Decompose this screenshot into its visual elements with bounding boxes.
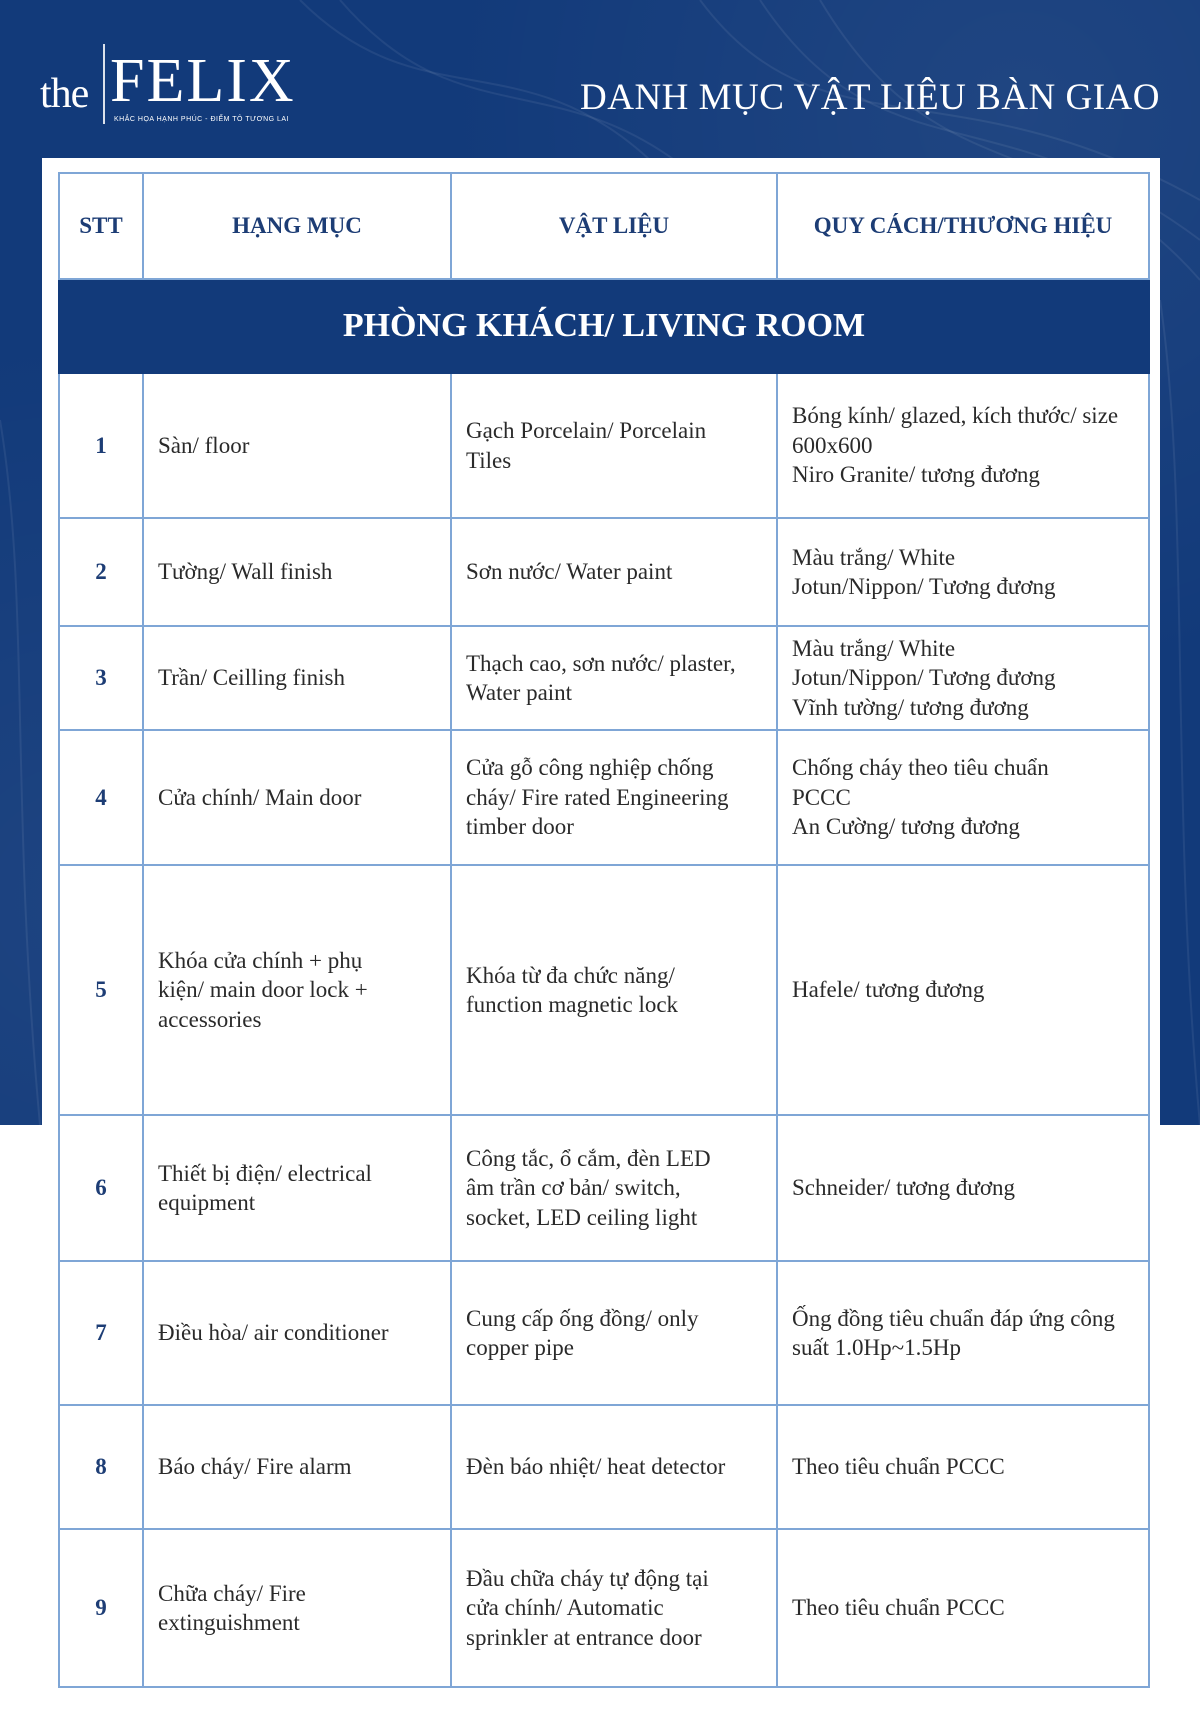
header-stt: STT: [59, 173, 143, 279]
row-material: Cửa gỗ công nghiệp chống cháy/ Fire rated Engineering timber door: [451, 730, 777, 865]
row-item: Trần/ Ceilling finish: [143, 626, 451, 730]
row-stt: 9: [59, 1529, 143, 1687]
row-material: Thạch cao, sơn nước/ plaster, Water paint: [451, 626, 777, 730]
row-spec: Ống đồng tiêu chuẩn đáp ứng công suất 1.0Hp~1.5Hp: [777, 1261, 1149, 1405]
section-row-living-room: [59, 279, 1149, 373]
row-spec: Schneider/ tương đương: [777, 1115, 1149, 1261]
brand-logo: [40, 40, 320, 130]
row-stt: 4: [59, 730, 143, 865]
row-spec: Hafele/ tương đương: [777, 865, 1149, 1115]
table-row: [59, 1405, 1149, 1529]
table-row: [59, 373, 1149, 518]
row-stt: 7: [59, 1261, 143, 1405]
row-spec: Theo tiêu chuẩn PCCC: [777, 1529, 1149, 1687]
table-row: [59, 626, 1149, 730]
row-material: Gạch Porcelain/ Porcelain Tiles: [451, 373, 777, 518]
row-material: Công tắc, ổ cắm, đèn LED âm trần cơ bản/ switch, socket, LED ceiling light: [451, 1115, 777, 1261]
row-item: Điều hòa/ air conditioner: [143, 1261, 451, 1405]
materials-table: [58, 172, 1150, 1688]
logo-divider: [103, 44, 105, 124]
table-row: [59, 1529, 1149, 1687]
table-row: [59, 518, 1149, 626]
header-item: HẠNG MỤC: [143, 173, 451, 279]
row-material: Đèn báo nhiệt/ heat detector: [451, 1405, 777, 1529]
header-material: VẬT LIỆU: [451, 173, 777, 279]
table-header-row: [59, 173, 1149, 279]
table-row: [59, 1261, 1149, 1405]
row-stt: 5: [59, 865, 143, 1115]
section-title: PHÒNG KHÁCH/ LIVING ROOM: [59, 279, 1149, 373]
row-stt: 3: [59, 626, 143, 730]
row-spec: Theo tiêu chuẩn PCCC: [777, 1405, 1149, 1529]
table-row: [59, 730, 1149, 865]
row-stt: 2: [59, 518, 143, 626]
row-stt: 6: [59, 1115, 143, 1261]
row-item: Khóa cửa chính + phụ kiện/ main door lock + accessories: [143, 865, 451, 1115]
row-material: Cung cấp ống đồng/ only copper pipe: [451, 1261, 777, 1405]
row-item: Cửa chính/ Main door: [143, 730, 451, 865]
row-material: Đầu chữa cháy tự động tại cửa chính/ Automatic sprinkler at entrance door: [451, 1529, 777, 1687]
row-stt: 8: [59, 1405, 143, 1529]
brand-tagline: KHẮC HỌA HẠNH PHÚC - ĐIỂM TÔ TƯƠNG LAI: [114, 116, 290, 123]
row-item: Thiết bị điện/ electrical equipment: [143, 1115, 451, 1261]
brand-name: FELIX: [110, 47, 296, 115]
brand-prefix: the: [40, 71, 89, 117]
row-item: Sàn/ floor: [143, 373, 451, 518]
table-row: [59, 865, 1149, 1115]
row-material: Khóa từ đa chức năng/ function magnetic lock: [451, 865, 777, 1115]
table-row: [59, 1115, 1149, 1261]
row-spec: Bóng kính/ glazed, kích thước/ size 600x600 Niro Granite/ tương đương: [777, 373, 1149, 518]
row-material: Sơn nước/ Water paint: [451, 518, 777, 626]
row-item: Báo cháy/ Fire alarm: [143, 1405, 451, 1529]
row-spec: Màu trắng/ White Jotun/Nippon/ Tương đương Vĩnh tường/ tương đương: [777, 626, 1149, 730]
row-spec: Màu trắng/ White Jotun/Nippon/ Tương đương: [777, 518, 1149, 626]
row-stt: 1: [59, 373, 143, 518]
page-title: DANH MỤC VẬT LIỆU BÀN GIAO: [580, 77, 1160, 118]
header-spec: QUY CÁCH/THƯƠNG HIỆU: [777, 173, 1149, 279]
row-spec: Chống cháy theo tiêu chuẩn PCCC An Cường/ tương đương: [777, 730, 1149, 865]
row-item: Tường/ Wall finish: [143, 518, 451, 626]
row-item: Chữa cháy/ Fire extinguishment: [143, 1529, 451, 1687]
